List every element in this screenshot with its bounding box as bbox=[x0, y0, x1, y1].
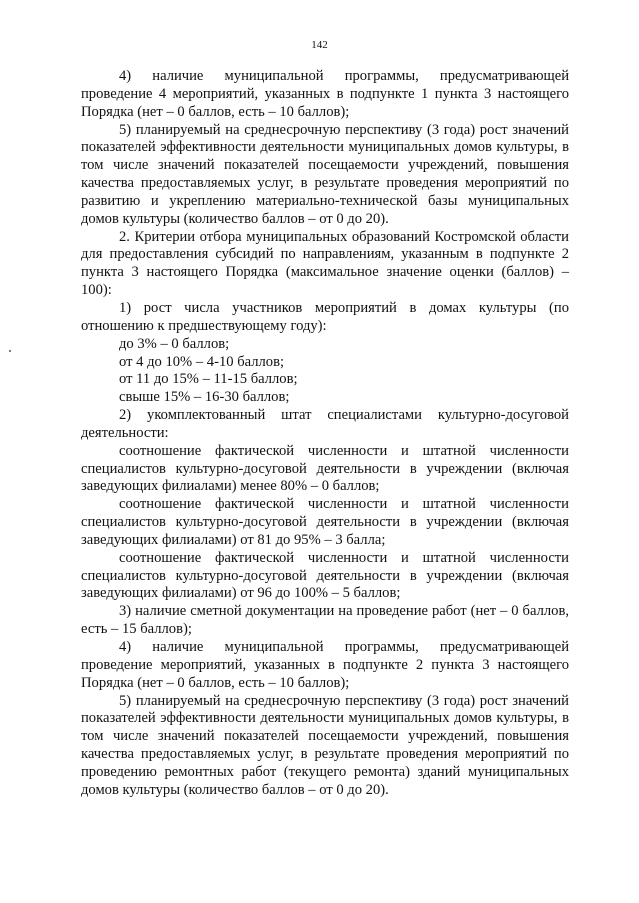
score-option: до 3% – 0 баллов; bbox=[119, 335, 230, 352]
section-2-heading: 2. Критерии отбора муниципальных образований Костромской области для предоставления субсидий по направлениям, указанным в подпункте 2 пункта 3 настоящего Порядка (максимальное значение оценки (баллов) – 100): bbox=[81, 228, 569, 299]
score-option: от 4 до 10% – 4-10 баллов; bbox=[119, 353, 285, 370]
staffing-ratio-option: соотношение фактической численности и штатной численности специалистов культурно-досуговой деятельности в учреждении (включая заведующих филиалами) менее 80% – 0 баллов; bbox=[81, 442, 569, 495]
staffing-ratio-option: соотношение фактической численности и штатной численности специалистов культурно-досуговой деятельности в учреждении (включая заведующих филиалами) от 96 до 100% – 5 баллов; bbox=[81, 549, 569, 602]
criterion-2-2-staffing: 2) укомплектованный штат специалистами культурно-досуговой деятельности: bbox=[81, 407, 569, 441]
page-number: 142 bbox=[311, 39, 328, 51]
criterion-2-1-participants-growth: 1) рост числа участников мероприятий в домах культуры (по отношению к предшествующему году): bbox=[81, 299, 569, 334]
criterion-2-5-planned-growth: 5) планируемый на среднесрочную перспективу (3 года) рост значений показателей эффективности деятельности муниципальных домов культуры, в том числе значений показателей посещаемости учреждений, повышения качества предоставляемых услуг, в результате проведения мероприятий по проведению ремонтных работ (текущего ремонта) зданий муниципальных домов культуры (количество баллов – от 0 до 20). bbox=[81, 692, 569, 798]
staffing-ratio-option: соотношение фактической численности и штатной численности специалистов культурно-досуговой деятельности в учреждении (включая заведующих филиалами) от 81 до 95% – 3 балла; bbox=[81, 496, 569, 548]
criterion-1-4-municipal-program: 4) наличие муниципальной программы, предусматривающей проведение 4 мероприятий, указанных в подпункте 1 пункта 3 настоящего Порядка (нет – 0 баллов, есть – 10 баллов); bbox=[81, 68, 569, 120]
criterion-2-3-estimate-documentation: 3) наличие сметной документации на проведение работ (нет – 0 баллов, есть – 15 баллов); bbox=[81, 603, 569, 638]
document-body bbox=[81, 68, 569, 800]
criterion-1-5-planned-growth: 5) планируемый на среднесрочную перспективу (3 года) рост значений показателей эффективности деятельности муниципальных домов культуры, в том числе значений показателей посещаемости учреждений, повышения качества предоставляемых услуг, в результате проведения мероприятий по развитию и укреплению материально-технической базы муниципальных домов культуры (количество баллов – от 0 до 20). bbox=[81, 121, 569, 227]
score-option: свыше 15% – 16-30 баллов; bbox=[119, 389, 290, 406]
criterion-2-4-municipal-program: 4) наличие муниципальной программы, предусматривающей проведение мероприятий, указанных в подпункте 2 пункта 3 настоящего Порядка (нет – 0 баллов, есть – 10 баллов); bbox=[81, 639, 569, 691]
score-option: от 11 до 15% – 11-15 баллов; bbox=[119, 371, 298, 388]
scan-speck bbox=[9, 350, 11, 352]
